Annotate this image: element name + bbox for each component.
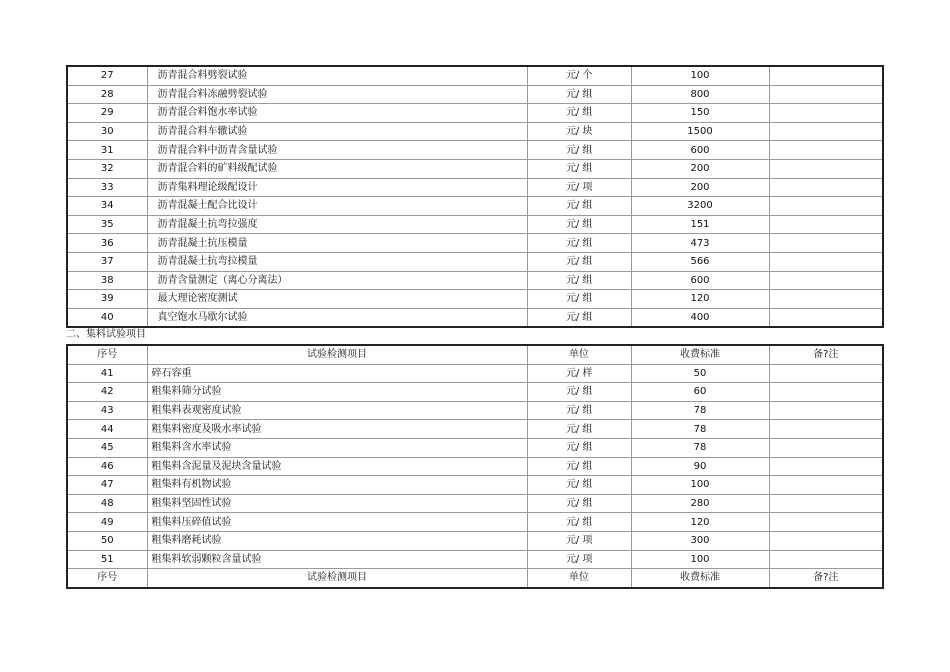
header-no: 序号 bbox=[67, 345, 147, 364]
row-number: 30 bbox=[67, 122, 147, 141]
row-number: 34 bbox=[67, 197, 147, 216]
row-item: 沥青混合料的矿料级配试验 bbox=[147, 159, 527, 178]
row-fee: 566 bbox=[631, 252, 769, 271]
row-item: 沥青混合料饱水率试验 bbox=[147, 104, 527, 123]
row-number: 51 bbox=[67, 550, 147, 569]
row-note bbox=[769, 85, 883, 104]
table-row bbox=[67, 178, 883, 197]
row-number: 36 bbox=[67, 234, 147, 253]
row-number: 39 bbox=[67, 290, 147, 309]
row-item: 粗集料含水率试验 bbox=[147, 438, 527, 457]
footer-unit: 单位 bbox=[527, 569, 631, 588]
row-number: 47 bbox=[67, 476, 147, 495]
table-row bbox=[67, 513, 883, 532]
table-row bbox=[67, 383, 883, 402]
row-note bbox=[769, 104, 883, 123]
row-fee: 151 bbox=[631, 215, 769, 234]
table-row bbox=[67, 438, 883, 457]
row-number: 46 bbox=[67, 457, 147, 476]
row-unit: 元/ 组 bbox=[527, 420, 631, 439]
row-fee: 200 bbox=[631, 159, 769, 178]
row-note bbox=[769, 141, 883, 160]
table-row bbox=[67, 531, 883, 550]
row-note bbox=[769, 290, 883, 309]
row-item: 碎石容重 bbox=[147, 364, 527, 383]
fee-table-aggregate-body bbox=[67, 364, 883, 569]
row-number: 28 bbox=[67, 85, 147, 104]
row-item: 沥青混凝土抗弯拉模量 bbox=[147, 252, 527, 271]
footer-no: 序号 bbox=[67, 569, 147, 588]
row-number: 27 bbox=[67, 66, 147, 85]
table-row bbox=[67, 476, 883, 495]
table-row bbox=[67, 215, 883, 234]
row-item: 沥青集料理论级配设计 bbox=[147, 178, 527, 197]
row-unit: 元/ 组 bbox=[527, 159, 631, 178]
table-row bbox=[67, 159, 883, 178]
row-unit: 元/ 项 bbox=[527, 531, 631, 550]
row-number: 43 bbox=[67, 401, 147, 420]
table-row bbox=[67, 141, 883, 160]
row-note bbox=[769, 159, 883, 178]
table-row bbox=[67, 420, 883, 439]
row-unit: 元/ 组 bbox=[527, 438, 631, 457]
header-unit: 单位 bbox=[527, 345, 631, 364]
row-unit: 元/ 项 bbox=[527, 550, 631, 569]
row-unit: 元/ 组 bbox=[527, 252, 631, 271]
footer-fee: 收费标准 bbox=[631, 569, 769, 588]
row-unit: 元/ 样 bbox=[527, 364, 631, 383]
row-note bbox=[769, 122, 883, 141]
row-item: 粗集料表观密度试验 bbox=[147, 401, 527, 420]
row-note bbox=[769, 308, 883, 327]
row-note bbox=[769, 66, 883, 85]
row-fee: 100 bbox=[631, 550, 769, 569]
row-number: 37 bbox=[67, 252, 147, 271]
row-number: 42 bbox=[67, 383, 147, 402]
row-item: 沥青混合料劈裂试验 bbox=[147, 66, 527, 85]
row-item: 沥青混凝土抗弯拉强度 bbox=[147, 215, 527, 234]
row-note bbox=[769, 271, 883, 290]
row-fee: 120 bbox=[631, 513, 769, 532]
row-number: 40 bbox=[67, 308, 147, 327]
row-note bbox=[769, 513, 883, 532]
row-fee: 600 bbox=[631, 271, 769, 290]
table-row bbox=[67, 234, 883, 253]
table-row bbox=[67, 252, 883, 271]
row-note bbox=[769, 401, 883, 420]
row-item: 沥青含量测定（离心分离法） bbox=[147, 271, 527, 290]
row-fee: 150 bbox=[631, 104, 769, 123]
table-header-row bbox=[67, 345, 883, 364]
row-fee: 400 bbox=[631, 308, 769, 327]
row-note bbox=[769, 494, 883, 513]
row-note bbox=[769, 383, 883, 402]
row-item: 粗集料有机物试验 bbox=[147, 476, 527, 495]
table-row bbox=[67, 104, 883, 123]
row-unit: 元/ 组 bbox=[527, 141, 631, 160]
header-item: 试验检测项目 bbox=[147, 345, 527, 364]
row-unit: 元/ 组 bbox=[527, 85, 631, 104]
row-fee: 800 bbox=[631, 85, 769, 104]
row-unit: 元/ 组 bbox=[527, 457, 631, 476]
row-unit: 元/ 组 bbox=[527, 104, 631, 123]
row-number: 35 bbox=[67, 215, 147, 234]
row-number: 41 bbox=[67, 364, 147, 383]
row-fee: 600 bbox=[631, 141, 769, 160]
row-unit: 元/ 组 bbox=[527, 197, 631, 216]
row-number: 31 bbox=[67, 141, 147, 160]
row-item: 真空饱水马歇尔试验 bbox=[147, 308, 527, 327]
row-fee: 300 bbox=[631, 531, 769, 550]
row-note bbox=[769, 364, 883, 383]
row-fee: 90 bbox=[631, 457, 769, 476]
row-fee: 280 bbox=[631, 494, 769, 513]
fee-table-asphalt bbox=[66, 65, 884, 328]
row-fee: 60 bbox=[631, 383, 769, 402]
row-note bbox=[769, 252, 883, 271]
row-item: 沥青混合料冻融劈裂试验 bbox=[147, 85, 527, 104]
row-unit: 元/ 组 bbox=[527, 476, 631, 495]
row-note bbox=[769, 234, 883, 253]
row-item: 粗集料坚固性试验 bbox=[147, 494, 527, 513]
row-item: 沥青混凝土抗压模量 bbox=[147, 234, 527, 253]
row-number: 44 bbox=[67, 420, 147, 439]
row-fee: 3200 bbox=[631, 197, 769, 216]
header-note: 备?注 bbox=[769, 345, 883, 364]
row-note bbox=[769, 550, 883, 569]
row-item: 最大理论密度测试 bbox=[147, 290, 527, 309]
row-unit: 元/ 组 bbox=[527, 308, 631, 327]
row-unit: 元/ 项 bbox=[527, 178, 631, 197]
row-note bbox=[769, 457, 883, 476]
row-number: 49 bbox=[67, 513, 147, 532]
table-row bbox=[67, 550, 883, 569]
row-unit: 元/ 组 bbox=[527, 215, 631, 234]
row-unit: 元/ 组 bbox=[527, 271, 631, 290]
row-item: 粗集料磨耗试验 bbox=[147, 531, 527, 550]
row-fee: 100 bbox=[631, 66, 769, 85]
row-unit: 元/ 组 bbox=[527, 401, 631, 420]
table-row bbox=[67, 66, 883, 85]
row-unit: 元/ 组 bbox=[527, 290, 631, 309]
row-unit: 元/ 组 bbox=[527, 494, 631, 513]
row-fee: 120 bbox=[631, 290, 769, 309]
table-row bbox=[67, 122, 883, 141]
table-row bbox=[67, 290, 883, 309]
row-fee: 1500 bbox=[631, 122, 769, 141]
row-fee: 78 bbox=[631, 401, 769, 420]
row-unit: 元/ 组 bbox=[527, 383, 631, 402]
table-row bbox=[67, 308, 883, 327]
row-item: 粗集料软弱颗粒含量试验 bbox=[147, 550, 527, 569]
row-note bbox=[769, 438, 883, 457]
row-number: 50 bbox=[67, 531, 147, 550]
table-row bbox=[67, 364, 883, 383]
row-note bbox=[769, 197, 883, 216]
row-item: 沥青混凝土配合比设计 bbox=[147, 197, 527, 216]
footer-item: 试验检测项目 bbox=[147, 569, 527, 588]
row-note bbox=[769, 178, 883, 197]
row-unit: 元/ 块 bbox=[527, 122, 631, 141]
table-row bbox=[67, 457, 883, 476]
row-unit: 元/ 组 bbox=[527, 513, 631, 532]
fee-table-asphalt-body bbox=[67, 66, 883, 327]
row-item: 沥青混合料车辙试验 bbox=[147, 122, 527, 141]
row-unit: 元/ 个 bbox=[527, 66, 631, 85]
row-item: 粗集料含泥量及泥块含量试验 bbox=[147, 457, 527, 476]
row-fee: 78 bbox=[631, 438, 769, 457]
row-number: 32 bbox=[67, 159, 147, 178]
row-note bbox=[769, 476, 883, 495]
row-number: 48 bbox=[67, 494, 147, 513]
header-fee: 收费标准 bbox=[631, 345, 769, 364]
footer-note: 备?注 bbox=[769, 569, 883, 588]
row-item: 粗集料筛分试验 bbox=[147, 383, 527, 402]
table-row bbox=[67, 271, 883, 290]
row-item: 粗集料密度及吸水率试验 bbox=[147, 420, 527, 439]
table-row bbox=[67, 494, 883, 513]
section-heading: 二、集料试验项目 bbox=[66, 329, 146, 340]
row-note bbox=[769, 531, 883, 550]
row-fee: 100 bbox=[631, 476, 769, 495]
row-fee: 473 bbox=[631, 234, 769, 253]
row-item: 沥青混合料中沥青含量试验 bbox=[147, 141, 527, 160]
row-unit: 元/ 组 bbox=[527, 234, 631, 253]
table-footer-row bbox=[67, 569, 883, 588]
row-number: 45 bbox=[67, 438, 147, 457]
row-item: 粗集料压碎值试验 bbox=[147, 513, 527, 532]
row-note bbox=[769, 420, 883, 439]
row-note bbox=[769, 215, 883, 234]
row-number: 33 bbox=[67, 178, 147, 197]
row-fee: 200 bbox=[631, 178, 769, 197]
fee-table-aggregate bbox=[66, 344, 884, 589]
row-number: 38 bbox=[67, 271, 147, 290]
table-row bbox=[67, 401, 883, 420]
row-fee: 50 bbox=[631, 364, 769, 383]
row-fee: 78 bbox=[631, 420, 769, 439]
table-row bbox=[67, 197, 883, 216]
table-row bbox=[67, 85, 883, 104]
row-number: 29 bbox=[67, 104, 147, 123]
